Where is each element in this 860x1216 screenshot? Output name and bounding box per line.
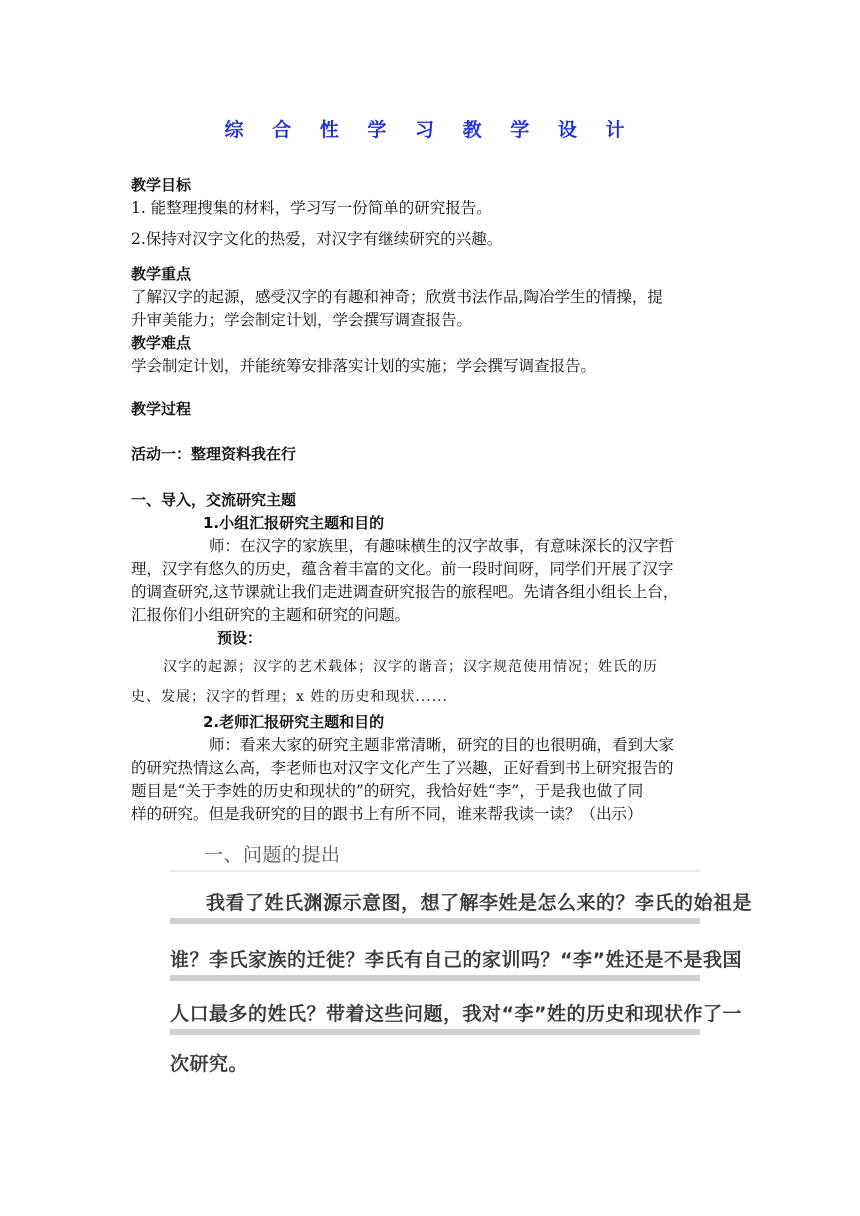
sub1-section <box>131 512 731 650</box>
figure-heading: 一、问题的提出 <box>204 844 341 866</box>
figure-line-3: 人口最多的姓氏？带着这些问题，我对“李”姓的历史和现状作了一 <box>170 1003 742 1025</box>
difficulties-text: 学会制定计划，并能统筹安排落实计划的实施；学会撰写调查报告。 <box>131 357 597 375</box>
section1-heading: 一、导入，交流研究主题 <box>131 491 297 509</box>
sub2-line-1: 师：看来大家的研究主题非常清晰，研究的目的也很明确，看到大家 <box>209 736 675 754</box>
process-heading: 教学过程 <box>131 400 192 418</box>
preset-list <box>131 652 731 712</box>
figure-underline-2 <box>170 975 700 981</box>
preset-label: 预设： <box>217 629 263 647</box>
key-points-line-1: 了解汉字的起源，感受汉字的有趣和神奇；欣赏书法作品,陶冶学生的情操，提 <box>131 288 663 306</box>
goal-item-2: 2.保持对汉字文化的热爱，对汉字有继续研究的兴趣。 <box>131 230 503 248</box>
sub1-line-3: 的调查研究,这节课就让我们走进调查研究报告的旅程吧。先请各组小组长上台， <box>131 583 679 601</box>
sub1-line-4: 汇报你们小组研究的主题和研究的问题。 <box>131 606 411 624</box>
preset-line-1: 汉字的起源；汉字的艺术载体；汉字的谐音；汉字规范使用情况；姓氏的历 <box>163 659 658 675</box>
figure-line-2: 谁？李氏家族的迁徙？李氏有自己的家训吗？“李”姓还是不是我国 <box>170 949 742 971</box>
difficulties-heading: 教学难点 <box>131 334 192 352</box>
figure-divider <box>170 870 700 872</box>
page-title: 综 合 性 学 习 教 学 设 计 <box>224 119 636 141</box>
goals-heading: 教学目标 <box>131 176 192 194</box>
key-points-line-2: 升审美能力；学会制定计划，学会撰写调查报告。 <box>131 311 473 329</box>
preset-line-2: 史、发展；汉字的哲理；x 姓的历史和现状...... <box>131 689 449 705</box>
figure-underline-3 <box>170 1029 700 1035</box>
sub2-line-4: 样的研究。但是我研究的目的跟书上有所不同，谁来帮我读一读？（出示） <box>131 805 643 823</box>
sub2-line-2: 的研究热情这么高，李老师也对汉字文化产生了兴趣，正好看到书上研究报告的 <box>131 759 674 777</box>
sub1-heading: 1.小组汇报研究主题和目的 <box>203 514 385 532</box>
key-points-section <box>131 263 731 332</box>
sub1-line-2: 理，汉字有悠久的历史，蕴含着丰富的文化。前一段时间呀，同学们开展了汉字 <box>131 560 674 578</box>
goal-item-1: 1. 能整理搜集的材料，学习写一份简单的研究报告。 <box>131 199 492 217</box>
figure-line-1: 我看了姓氏渊源示意图，想了解李姓是怎么来的？李氏的始祖是 <box>206 892 753 914</box>
sub2-heading: 2.老师汇报研究主题和目的 <box>203 713 385 731</box>
key-points-heading: 教学重点 <box>131 265 192 283</box>
figure-line-4: 次研究。 <box>170 1053 249 1075</box>
scanned-excerpt-figure <box>170 830 753 1075</box>
difficulties-section <box>131 332 731 378</box>
goals-section <box>131 174 731 251</box>
figure-underline-1 <box>170 918 700 924</box>
sub2-section <box>131 711 731 826</box>
sub2-line-3: 题目是“关于李姓的历史和现状的”的研究，我恰好姓“李”，于是我也做了同 <box>131 782 644 800</box>
sub1-line-1: 师：在汉字的家族里，有趣味横生的汉字故事，有意味深长的汉字哲 <box>209 537 675 555</box>
activity1-heading: 活动一：整理资料我在行 <box>131 445 297 463</box>
